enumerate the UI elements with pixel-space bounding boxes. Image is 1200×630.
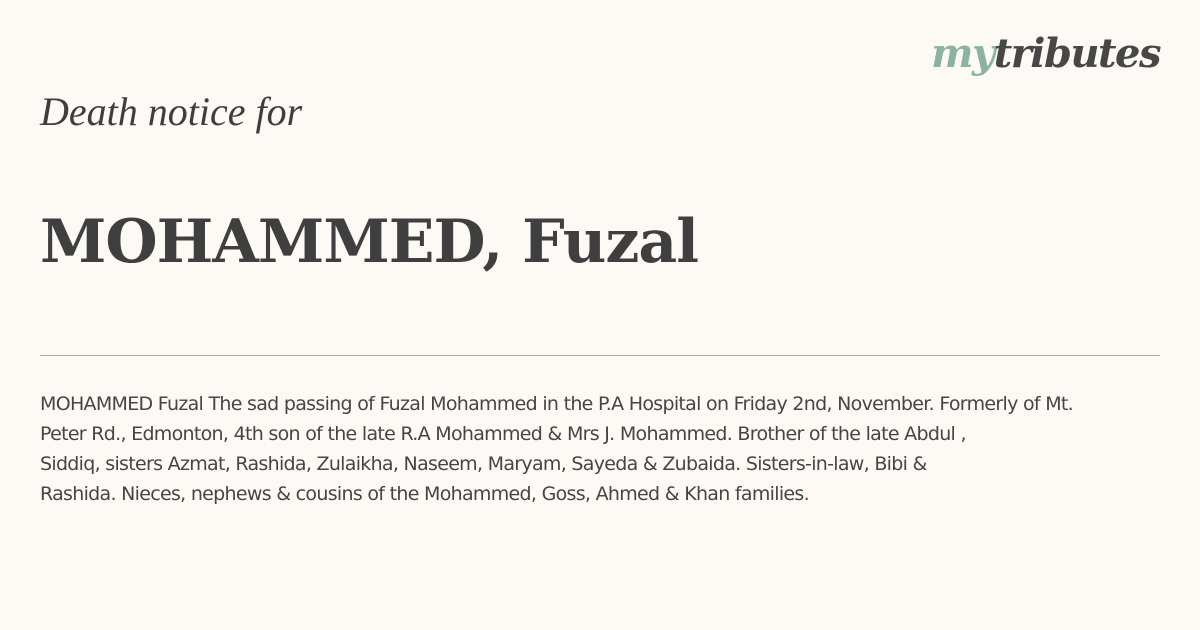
- notice-line: Rashida. Nieces, nephews & cousins of the Mohammed, Goss, Ahmed & Khan families.: [40, 483, 809, 505]
- notice-line: Siddiq, sisters Azmat, Rashida, Zulaikha, Naseem, Maryam, Sayeda & Zubaida. Sisters-in-law, Bibi &: [40, 453, 927, 475]
- death-notice-kicker: Death notice for: [40, 89, 303, 134]
- mytributes-logo[interactable]: [931, 30, 1160, 77]
- logo-my: my: [931, 30, 994, 77]
- logo-tributes: tributes: [993, 30, 1160, 77]
- notice-text: [40, 389, 1192, 509]
- notice-line: Peter Rd., Edmonton, 4th son of the late R.A Mohammed & Mrs J. Mohammed. Brother of the late Abdul ,: [40, 423, 966, 445]
- divider: [40, 355, 1160, 356]
- notice-line: MOHAMMED Fuzal The sad passing of Fuzal Mohammed in the P.A Hospital on Friday 2nd, November. Formerly of Mt.: [40, 393, 1073, 415]
- deceased-name: MOHAMMED, Fuzal: [40, 207, 699, 277]
